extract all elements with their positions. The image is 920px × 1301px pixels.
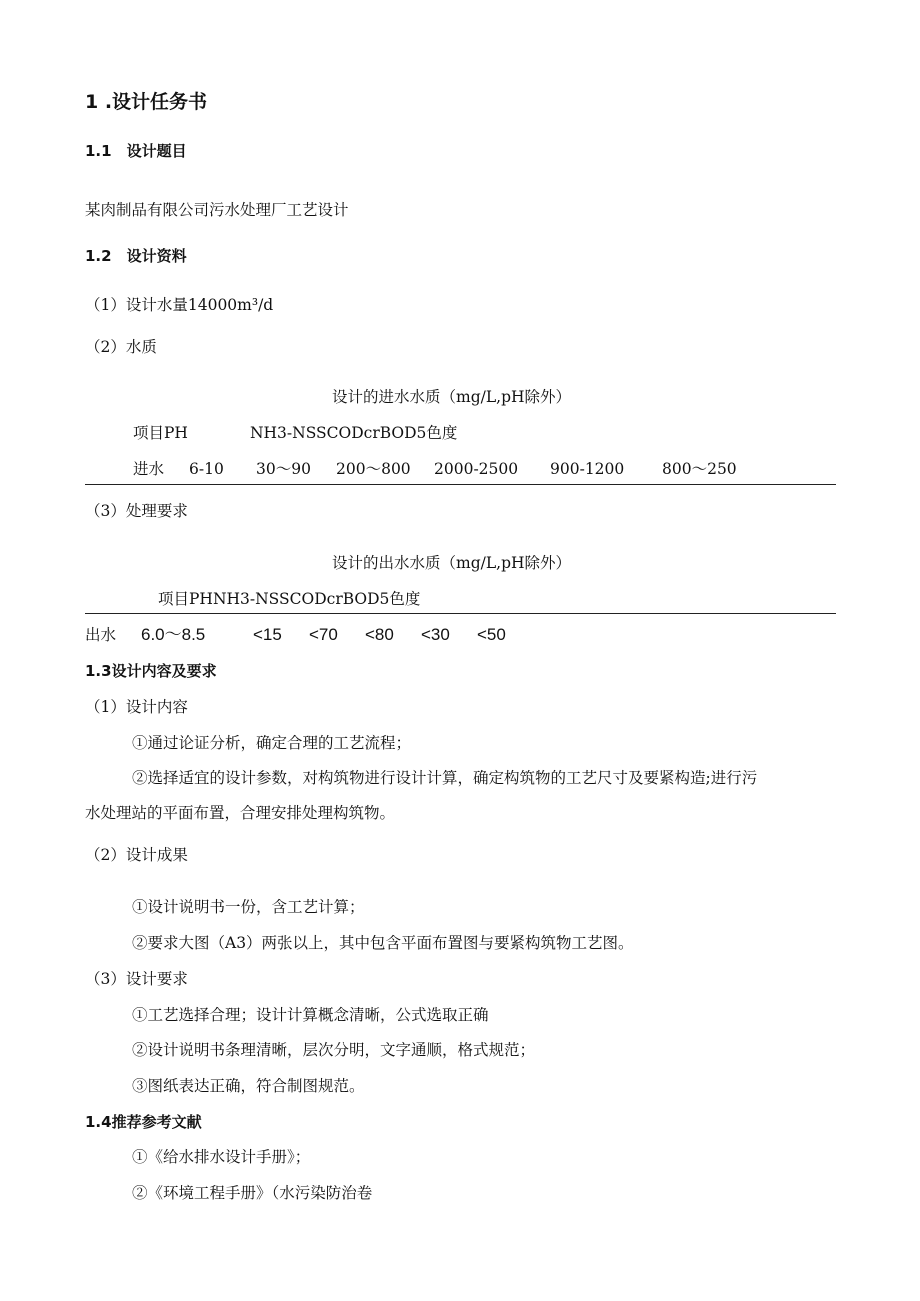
influent-cell: 进水 xyxy=(133,460,165,478)
section-1-2-title: 1.2 设计资料 xyxy=(85,247,187,265)
design-flow-text: （1）设计水量14000m³/d xyxy=(85,296,274,314)
influent-cell: 30～90 xyxy=(256,460,311,478)
effluent-cell: 出水 xyxy=(85,626,117,644)
list-item: ①设计说明书一份，含工艺计算； xyxy=(132,898,365,916)
section-1-3-title: 1.3设计内容及要求 xyxy=(85,662,217,680)
effluent-cell: <70 xyxy=(309,625,338,644)
reference-item: ②《环境工程手册》（水污染防治卷 xyxy=(132,1184,373,1202)
list-item: ①通过论证分析，确定合理的工艺流程； xyxy=(132,734,412,752)
effluent-cell: <30 xyxy=(421,625,450,644)
effluent-table-header: 项目PHNH3-NSSCODcrBOD5色度 xyxy=(158,590,421,608)
reference-item: ①《给水排水设计手册》； xyxy=(132,1148,311,1166)
list-item: ②选择适宜的设计参数，对构筑物进行设计计算，确定构筑物的工艺尺寸及要紧构造;进行污 xyxy=(132,769,758,787)
section-1-4-title: 1.4推荐参考文献 xyxy=(85,1113,202,1131)
influent-cell: 6-10 xyxy=(189,460,224,478)
effluent-cell: <15 xyxy=(253,625,282,644)
list-item: ②设计说明书条理清晰，层次分明，文字通顺，格式规范； xyxy=(132,1041,536,1059)
influent-table-header: 项目PH NH3-NSSCODcrBOD5色度 xyxy=(133,424,458,442)
effluent-cell: 6.0～8.5 xyxy=(141,625,206,644)
influent-cell: 2000-2500 xyxy=(434,460,519,478)
list-item: ②要求大图（A3）两张以上，其中包含平面布置图与要紧构筑物工艺图。 xyxy=(132,934,634,952)
table-rule xyxy=(85,613,836,614)
influent-cell: 800～250 xyxy=(662,460,737,478)
effluent-table-caption: 设计的出水水质（mg/L,pH除外） xyxy=(332,554,572,572)
list-item: ③图纸表达正确，符合制图规范。 xyxy=(132,1077,365,1095)
list-item: ①工艺选择合理；设计计算概念清晰，公式选取正确 xyxy=(132,1006,489,1024)
table-rule xyxy=(85,484,836,485)
design-result-label: （2）设计成果 xyxy=(85,846,188,864)
influent-table-caption: 设计的进水水质（mg/L,pH除外） xyxy=(332,388,572,406)
section-1-1-title: 1.1 设计题目 xyxy=(85,142,187,160)
list-item: 水处理站的平面布置，合理安排处理构筑物。 xyxy=(85,804,396,822)
design-content-label: （1）设计内容 xyxy=(85,698,188,716)
design-topic-text: 某肉制品有限公司污水处理厂工艺设计 xyxy=(85,201,349,219)
design-requirement-label: （3）设计要求 xyxy=(85,970,188,988)
influent-cell: 200～800 xyxy=(336,460,411,478)
page-title: 1 .设计任务书 xyxy=(85,91,208,113)
water-quality-label: （2）水质 xyxy=(85,338,157,356)
influent-cell: 900-1200 xyxy=(550,460,625,478)
treatment-requirement-label: （3）处理要求 xyxy=(85,502,188,520)
effluent-cell: <50 xyxy=(477,625,506,644)
effluent-cell: <80 xyxy=(365,625,394,644)
